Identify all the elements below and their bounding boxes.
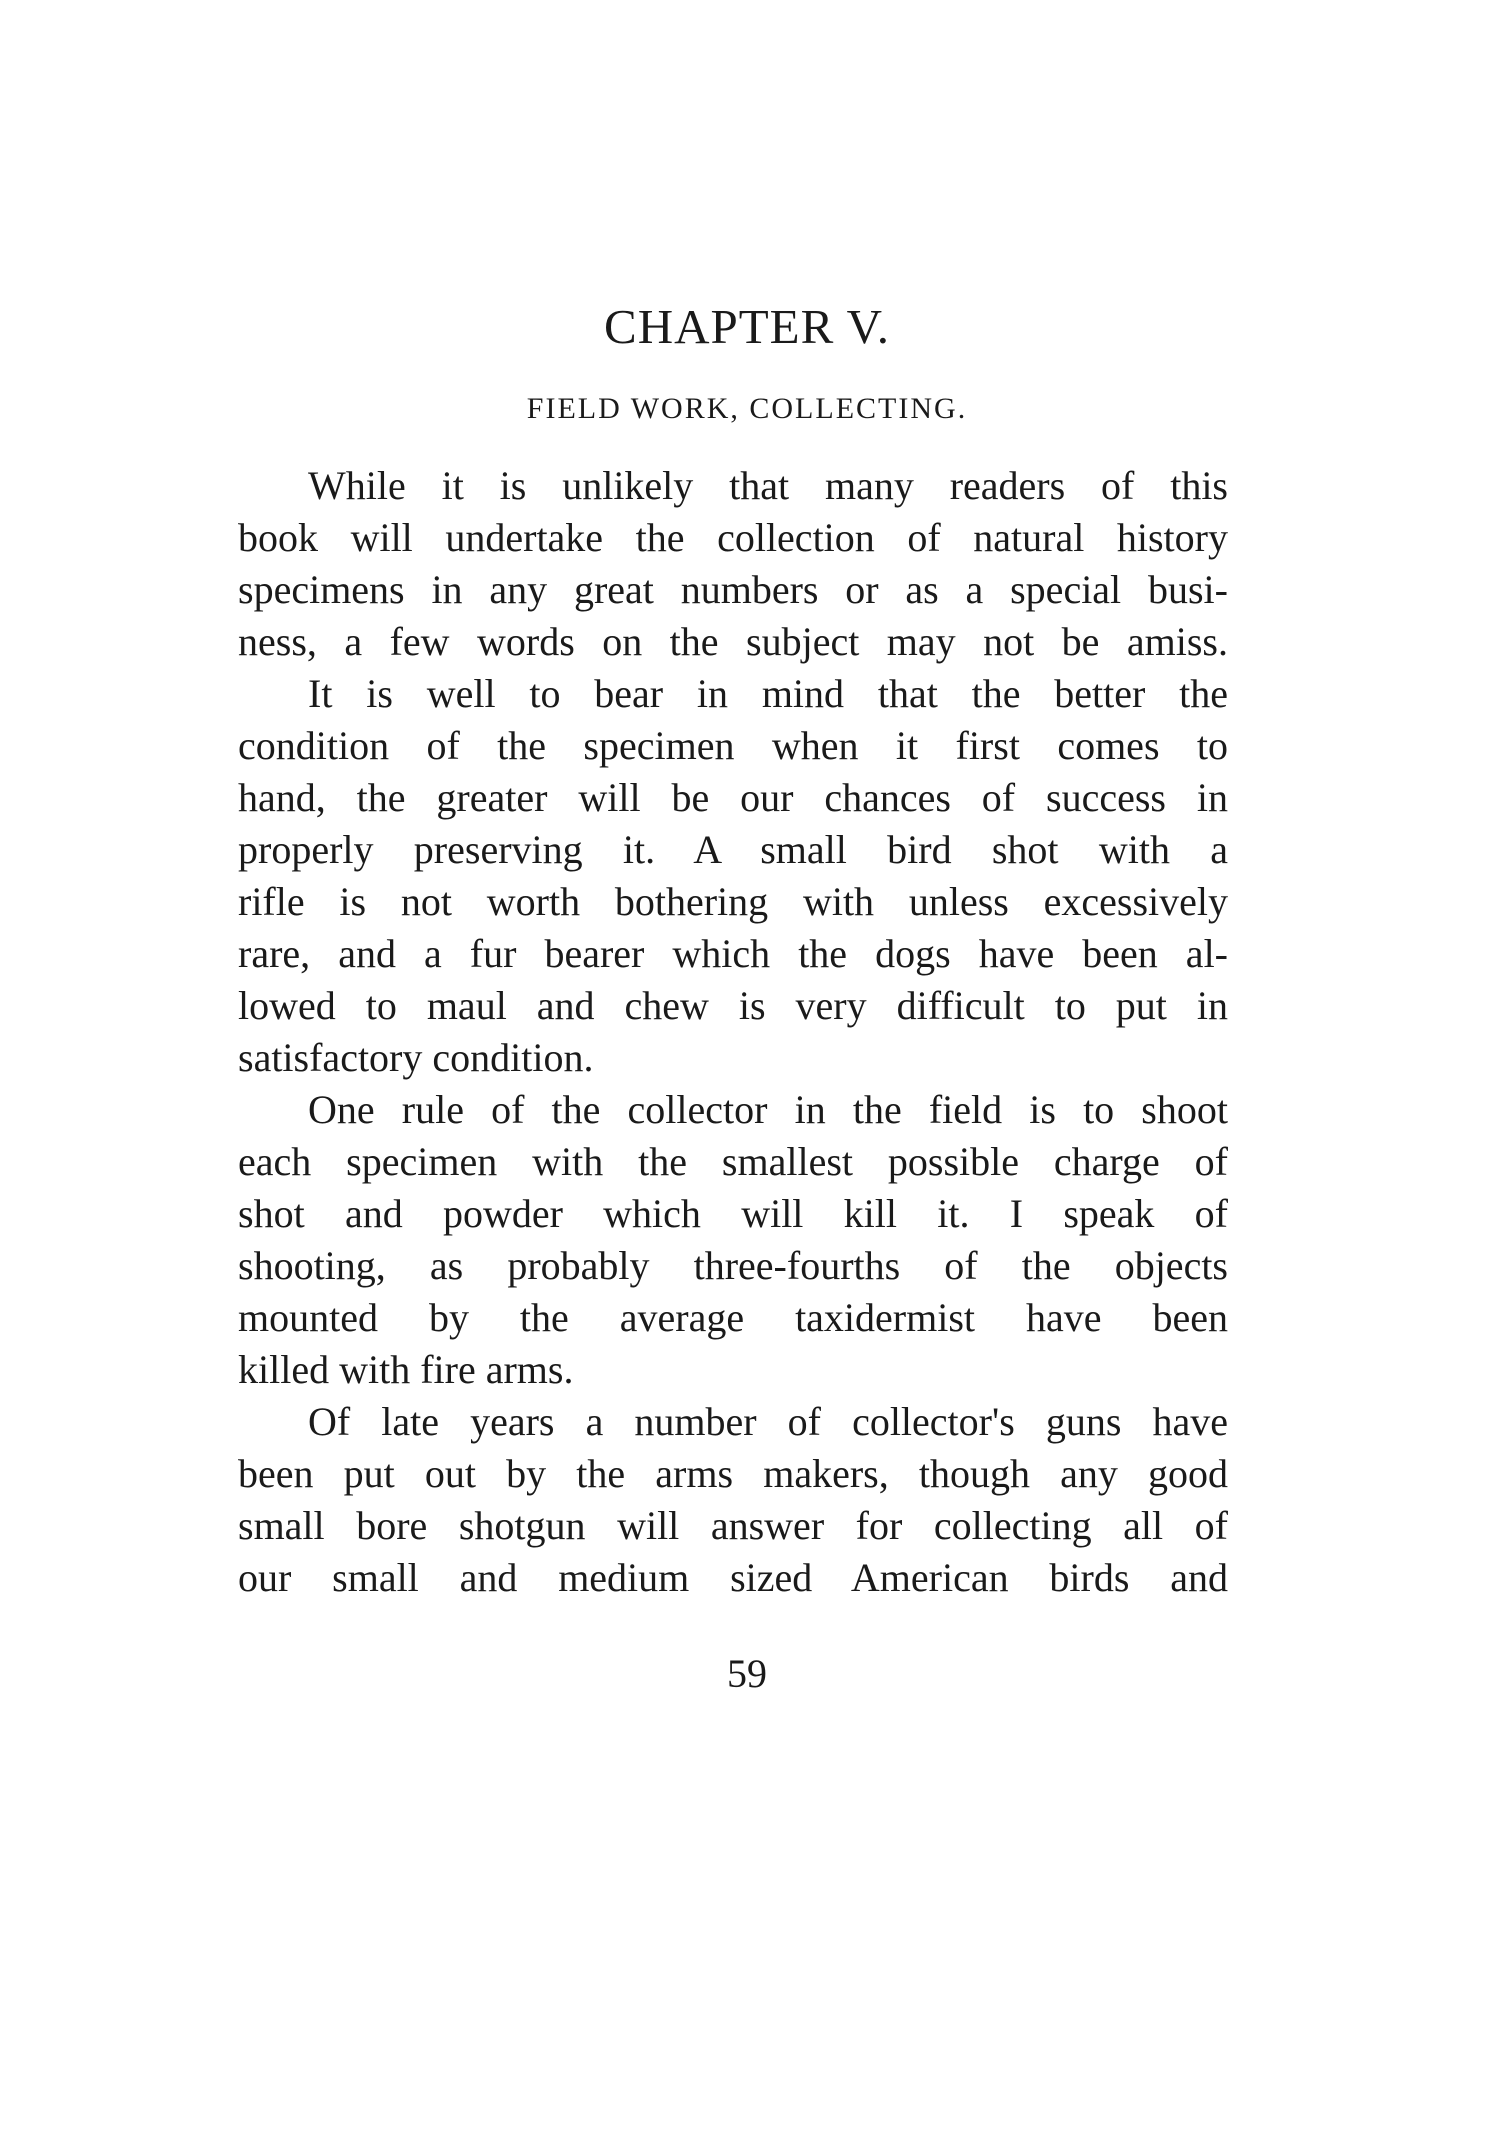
paragraph-1: [238, 460, 1228, 668]
page-number: 59: [727, 1651, 767, 1696]
text-line: satisfactory condition.: [238, 1035, 594, 1080]
paragraph-2: [238, 668, 1228, 1084]
text-line: rifle is not worth bothering with unless excessively: [238, 879, 1228, 924]
text-line: It is well to bear in mind that the better the: [308, 671, 1228, 716]
text-line: While it is unlikely that many readers of this: [308, 463, 1228, 508]
text-line: specimens in any great numbers or as a special busi-: [238, 567, 1228, 612]
text-line: our small and medium sized American birds and: [238, 1555, 1228, 1600]
text-line: Of late years a number of collector's guns have: [308, 1399, 1228, 1444]
text-line: been put out by the arms makers, though any good: [238, 1451, 1228, 1496]
body-text: [238, 460, 1228, 1604]
text-line: condition of the specimen when it first comes to: [238, 723, 1228, 768]
text-line: hand, the greater will be our chances of success in: [238, 775, 1228, 820]
text-line: small bore shotgun will answer for collecting all of: [238, 1503, 1228, 1548]
text-line: killed with fire arms.: [238, 1347, 574, 1392]
text-line: shot and powder which will kill it. I speak of: [238, 1191, 1228, 1236]
section-title: FIELD WORK, COLLECTING.: [526, 392, 968, 425]
text-line: mounted by the average taxidermist have been: [238, 1295, 1228, 1340]
chapter-title: CHAPTER V.: [604, 299, 890, 354]
text-line: lowed to maul and chew is very difficult to put in: [238, 983, 1228, 1028]
text-line: ness, a few words on the subject may not be amiss.: [238, 619, 1228, 664]
text-line: each specimen with the smallest possible charge of: [238, 1139, 1228, 1184]
text-line: properly preserving it. A small bird shot with a: [238, 827, 1228, 872]
text-line: rare, and a fur bearer which the dogs have been al-: [238, 931, 1228, 976]
text-line: One rule of the collector in the field is to shoot: [308, 1087, 1228, 1132]
paragraph-4: [238, 1396, 1228, 1604]
text-line: book will undertake the collection of natural history: [238, 515, 1228, 560]
paragraph-3: [238, 1084, 1228, 1396]
text-line: shooting, as probably three-fourths of the objects: [238, 1243, 1228, 1288]
